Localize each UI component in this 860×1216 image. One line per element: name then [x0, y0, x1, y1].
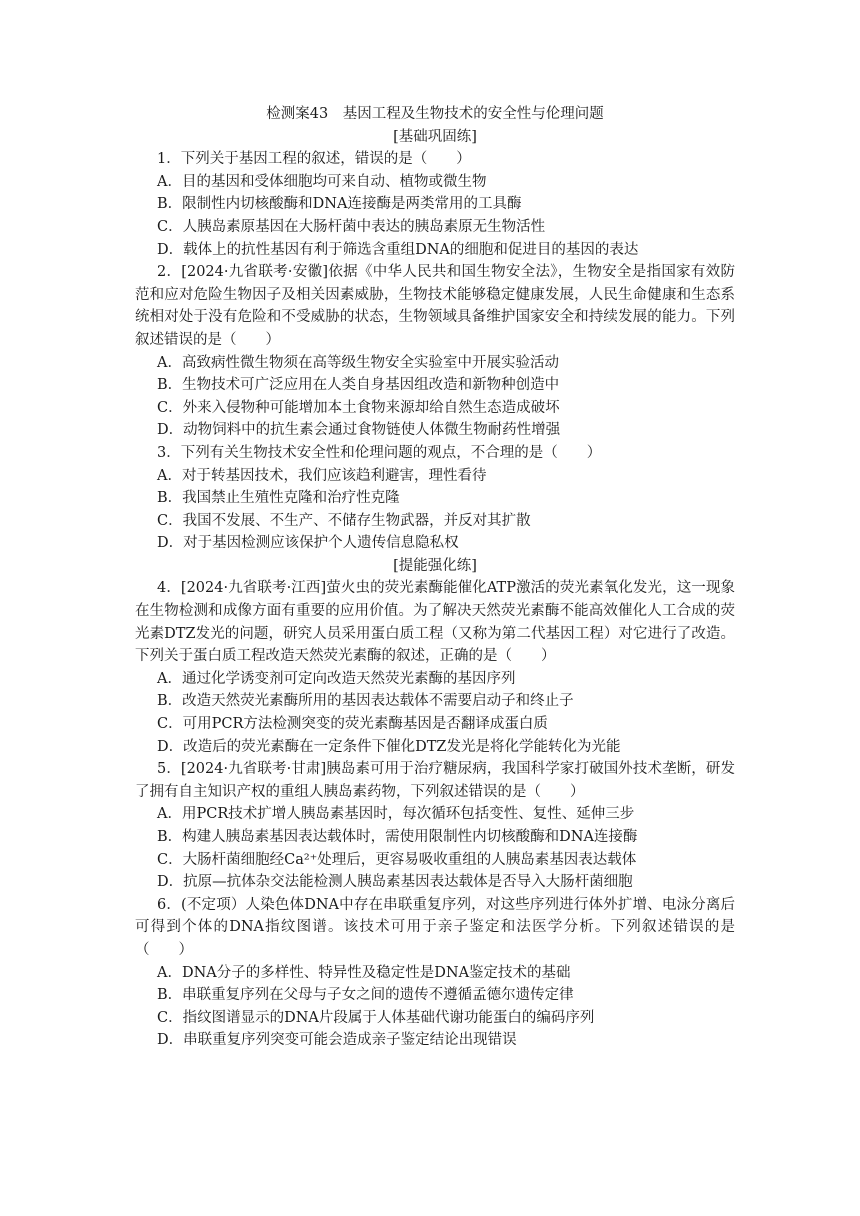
question-3-option-c: C．我国不发展、不生产、不储存生物武器，并反对其扩散 [157, 512, 531, 529]
question-4-option-d: D．改造后的荧光素酶在一定条件下催化DTZ发光是将化学能转化为光能 [157, 738, 621, 755]
document-body [135, 103, 735, 1052]
question-6-stem: 6．(不定项）人染色体DNA中存在串联重复序列，对这些序列进行体外扩增、电泳分离后可得到个体的DNA指纹图谱。该技术可用于亲子鉴定和法医学分析。下列叙述错误的是（ ） [135, 896, 735, 958]
question-4-option-b: B．改造天然荧光素酶所用的基因表达载体不需要启动子和终止子 [157, 693, 574, 710]
question-5-option-b: B．构建人胰岛素基因表达载体时，需使用限制性内切核酸酶和DNA连接酶 [157, 829, 638, 845]
question-5-option-d: D．抗原—抗体杂交法能检测人胰岛素基因表达载体是否导入大肠杆菌细胞 [157, 874, 633, 891]
question-2-option-b: B．生物技术可广泛应用在人类自身基因组改造和新物种创造中 [157, 377, 560, 394]
question-2-option-a: A．高致病性微生物须在高等级生物安全实验室中开展实验活动 [157, 354, 559, 371]
question-3-stem: 3．下列有关生物技术安全性和伦理问题的观点，不合理的是（ ） [157, 444, 602, 461]
question-4-option-c: C．可用PCR方法检测突变的荧光素酶基因是否翻译成蛋白质 [157, 716, 548, 733]
question-6-option-d: D．串联重复序列突变可能会造成亲子鉴定结论出现错误 [157, 1032, 517, 1049]
question-6-option-b: B．串联重复序列在父母与子女之间的遗传不遵循孟德尔遗传定律 [157, 987, 574, 1004]
question-3-option-a: A．对于转基因技术，我们应该趋利避害，理性看待 [157, 467, 487, 484]
question-3-option-d: D．对于基因检测应该保护个人遗传信息隐私权 [157, 535, 459, 552]
section-heading-basic: [基础巩固练] [393, 128, 477, 145]
section-heading-advanced: [提能强化练] [393, 557, 477, 574]
question-5-option-a: A．用PCR技术扩增人胰岛素基因时，每次循环包括变性、复性、延伸三步 [157, 806, 635, 823]
question-2-option-d: D．动物饲料中的抗生素会通过食物链使人体微生物耐药性增强 [157, 422, 561, 439]
question-1-stem: 1．下列关于基因工程的叙述，错误的是（ ） [157, 151, 471, 168]
question-6-option-a: A．DNA分子的多样性、特异性及稳定性是DNA鉴定技术的基础 [157, 964, 571, 981]
question-5-option-c: C．大肠杆菌细胞经Ca²⁺处理后，更容易吸收重组的人胰岛素基因表达载体 [157, 851, 637, 868]
question-4-option-a: A．通过化学诱变剂可定向改造天然荧光素酶的基因序列 [157, 670, 516, 687]
question-2-stem: 2．[2024·九省联考·安徽]依据《中华人民共和国生物安全法》，生物安全是指国家有效防范和应对危险生物因子及相关因素威胁，生物技术能够稳定健康发展，人民生命健康和生态系统相对处于没有危险和不受威胁的状态，生物领域具备维护国家安全和持续发展的能力。下列叙述错误的是（ ） [135, 264, 735, 348]
question-5-stem: 5．[2024·九省联考·甘肃]胰岛素可用于治疗糖尿病，我国科学家打破国外技术垄断，研发了拥有自主知识产权的重组人胰岛素药物，下列叙述错误的是（ ） [135, 761, 735, 800]
question-1-option-c: C．人胰岛素原基因在大肠杆菌中表达的胰岛素原无生物活性 [157, 218, 546, 235]
question-4-stem: 4．[2024·九省联考·江西]萤火虫的荧光素酶能催化ATP激活的荧光素氧化发光，这一现象在生物检测和成像方面有重要的应用价值。为了解决天然荧光素酶不能高效催化人工合成的荧光素DTZ发光的问题，研究人员采用蛋白质工程（又称为第二代基因工程）对它进行了改造。下列关于蛋白质工程改造天然荧光素酶的叙述，正确的是（ ） [135, 580, 735, 665]
page-title: 检测案43 基因工程及生物技术的安全性与伦理问题 [266, 106, 604, 122]
question-3-option-b: B．我国禁止生殖性克隆和治疗性克隆 [157, 490, 400, 507]
question-1-option-b: B．限制性内切核酸酶和DNA连接酶是两类常用的工具酶 [157, 196, 522, 213]
question-2-option-c: C．外来入侵物种可能增加本土食物来源却给自然生态造成破坏 [157, 399, 560, 416]
question-1-option-a: A．目的基因和受体细胞均可来自动、植物或微生物 [157, 173, 487, 190]
question-1-option-d: D．载体上的抗性基因有利于筛选含重组DNA的细胞和促进目的基因的表达 [157, 241, 639, 258]
question-6-option-c: C．指纹图谱显示的DNA片段属于人体基础代谢功能蛋白的编码序列 [157, 1009, 595, 1026]
